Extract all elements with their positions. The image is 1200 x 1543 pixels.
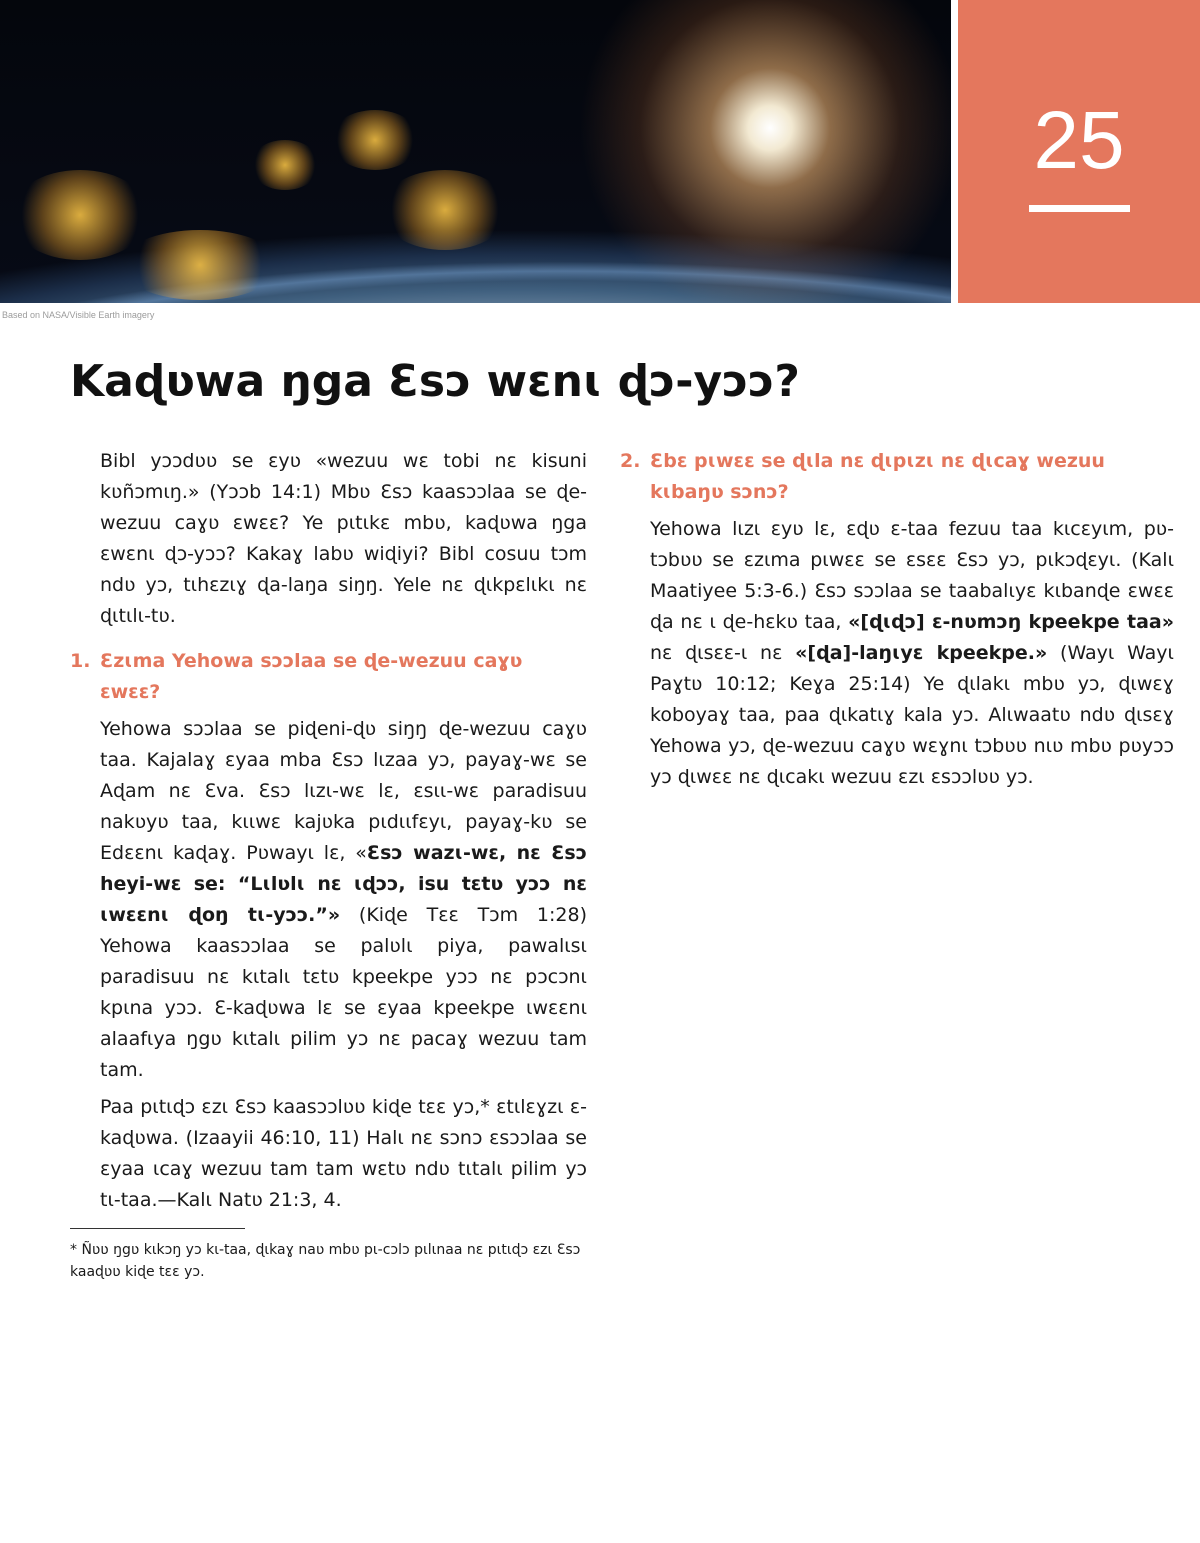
question-2 [620,446,1174,508]
right-column [620,446,1174,799]
intro-paragraph: Bibl yɔɔdʋʋ se ɛyʋ «wezuu wɛ tobi nɛ kisuni kʋñɔmɩŋ.» (Yɔɔb 14:1) Mbʋ Ɛsɔ kaasɔɔlaa se ɖe-wezuu caɣʋ ɛwɛɛ? Ye pɩtɩkɛ mbʋ, kaɖʋwa ŋga ɛwɛnɩ ɖɔ-yɔɔ? Kakaɣ labʋ wiɖiyi? Bibl cosuu tɔm ndʋ yɔ, tɩhɛzɩɣ ɖa-laŋa siŋŋ. Yele nɛ ɖɩkpɛlɩkɩ nɛ ɖɩtɩlɩ-tʋ. [100,450,587,627]
city-lights [330,110,420,170]
paragraph-text: Yehowa lɩzɩ ɛyʋ lɛ, ɛɖʋ ɛ-taa fezuu taa kɩcɛyɩm, pʋ-tɔbʋʋ se ɛzɩma pɩwɛɛ se ɛsɛɛ Ɛsɔ yɔ, pɩkɔɖɛyɩ. (Kalɩ Maatiyee 5:3-6.) Ɛsɔ sɔɔlaa se taabalɩyɛ kɩbanɖe ɛwɛɛ ɖa nɛ ɩ ɖe-hɛkʋ taa, [650,518,1174,633]
city-lights [120,230,280,300]
paragraph-text: (Kiɖe Tɛɛ Tɔm 1:28) Yehowa kaasɔɔlaa se palʋlɩ piya, pawalɩsɩ paradisuu nɛ kɩtalɩ tɛtʋ kpeekpe yɔɔ nɛ pɔcɔnɩ kpɩna yɔɔ. Ɛ-kaɖʋwa lɛ se ɛyaa kpeekpe ɩwɛɛnɩ alaafɩya ŋgʋ kɩtalɩ pilim yɔ nɛ pacaɣ wezuu tam tam. [100,904,587,1081]
footnote-divider [70,1228,245,1229]
paragraph-text: (Wayɩ Wayɩ Paɣtʋ 10:12; Keɣa 25:14) Ye ɖɩlakɩ mbʋ yɔ, ɖɩwɛɣ koboyaɣ taa, paa ɖɩkatɩɣ kala yɔ. Alɩwaatʋ ndʋ ɖɩsɛɣ Yehowa yɔ, ɖe-wezuu caɣʋ wɛɣnɩ tɔbʋʋ nɩʋ mbʋ pʋyɔɔ yɔ ɖɩwɛɛ nɛ ɖɩcakɩ wezuu ɛzɩ ɛsɔɔlʋʋ yɔ. [650,642,1174,788]
footnote: * Ñʋʋ ŋgʋ kɩkɔŋ yɔ kɩ-taa, ɖɩkaɣ naʋ mbʋ pɩ-cɔlɔ pɩlɩnaa nɛ pɩtɩɖɔ ɛzɩ Ɛsɔ kaaɖʋʋ kiɖe tɛɛ yɔ. [70,1242,581,1280]
city-lights [10,170,150,260]
earth-photo [0,0,951,303]
city-lights [380,170,510,250]
paragraph-text: Yehowa sɔɔlaa se piɖeni-ɖʋ siŋŋ ɖe-wezuu caɣʋ taa. Kajalaɣ ɛyaa mba Ɛsɔ lɩzaa yɔ, payaɣ-wɛ se Aɖam nɛ Ɛva. Ɛsɔ lɩzɩ-wɛ lɛ, ɛsɩɩ-wɛ paradisuu nakʋyʋ taa, kɩɩwɛ kajʋka pɩdɩɩfɛyɩ, payaɣ-kʋ se Edɛɛnɩ kaɖaɣ. Pʋwayɩ lɛ, « [100,718,587,864]
question-text: Ɛbɛ pɩwɛɛ se ɖɩla nɛ ɖɩpɩzɩ nɛ ɖɩcaɣ wezuu kɩbaŋʋ sɔnɔ? [650,450,1105,503]
bold-quote: «[ɖa]-laŋɩyɛ kpeekpe.» [795,642,1048,664]
page-title: Kaɖʋwa ŋga Ɛsɔ wɛnɩ ɖɔ-yɔɔ? [70,356,800,407]
chapter-underline [1029,205,1130,212]
left-column [70,446,587,1283]
city-lights [250,140,320,190]
question-text: Ɛzɩma Yehowa sɔɔlaa se ɖe-wezuu caɣʋ ɛwɛɛ? [100,650,523,703]
question-number: 1. [70,650,91,672]
answer-paragraph-1 [100,714,587,1086]
question-1 [70,646,587,708]
paragraph-text: nɛ ɖɩsɛɛ-ɩ nɛ [650,642,796,664]
question-number: 2. [620,450,641,472]
bold-quote: Ɛsɔ wazɩ-wɛ, nɛ Ɛsɔ heyi-wɛ se: “Lɩlʋlɩ nɛ ɩɖɔɔ, isu tɛtʋ yɔɔ nɛ ɩwɛɛnɩ ɖoŋ tɩ-yɔɔ.”» [100,842,587,926]
image-credit: Based on NASA/Visible Earth imagery [2,310,155,320]
bold-quote: «[ɖɩɖɔ] ɛ-nʋmɔŋ kpeekpe taa» [848,611,1174,633]
answer-paragraph-2: Paa pɩtɩɖɔ ɛzɩ Ɛsɔ kaasɔɔlʋʋ kiɖe tɛɛ yɔ,* ɛtɩlɛɣzɩ ɛ-kaɖʋwa. (Izaayii 46:10, 11) Halɩ nɛ sɔnɔ ɛsɔɔlaa se ɛyaa ɩcaɣ wezuu tam tam wɛtʋ ndʋ tɩtalɩ pilim yɔ tɩ-taa.—Kalɩ Natʋ 21:3, 4. [100,1096,587,1211]
answer-paragraph-3 [650,514,1174,793]
chapter-number: 25 [1033,95,1125,186]
chapter-badge [958,0,1200,303]
